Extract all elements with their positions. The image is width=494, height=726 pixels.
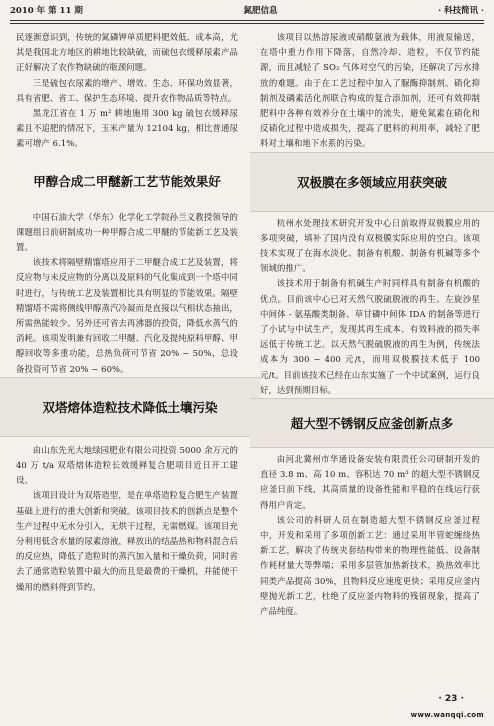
page-number: · 23 ·: [438, 694, 464, 704]
body-paragraph: 杭州水处理技术研究开发中心日前取得双极膜应用的多项突破，填补了国内没有双极膜实际应用的空白。该项技术实现了在海水淡化、制备有机酸、制备有机碱等多个领域的推广。: [260, 217, 480, 274]
left-column: [16, 30, 238, 595]
body-paragraph: 由河北冀州市华通设备安装有限责任公司研制开发的直径 3.8 m、高 10 m、容积达 70 m³ 的超大型不锈钢反应釜日前下线，其高质量的设备性能和平稳的在线运行获得用户肯定。: [260, 454, 480, 510]
article-title: [250, 398, 494, 448]
article-title: [250, 152, 494, 212]
article-title-text: 双极膜在多领域应用获突破: [296, 174, 447, 190]
body-paragraph: 该项目以热溶尿液或硝酸氨液为载体，用液泵输送，在塔中重力作用下降落，自然冷却、造粒，不仅节约能源，而且减轻了 SO₂ 气体对空气的污染，还解决了污水排放的难题。由于在工艺过程中加入了脲酶抑制剂、硝化抑制剂及磷素活化剂联合构成的复合添加剂，还可有效抑制肥料中各种有效养分在土壤中的流失，避免氮素在硝化和反硝化过程中造成损失，提高了肥料的利用率，减轻了肥料对土壤和地下水系的污染。: [260, 32, 480, 149]
body-paragraph: 该技术将隔壁精馏塔应用于二甲醚合成工艺及装置，将反应物与未反应物的分离以及原料的气化集成到一个塔中同时进行，与传统工艺及装置相比具有明显的节能效果。隔壁精馏塔不需将侧线甲醇蒸汽冷凝而是直接以气相状态抽出，所需热能较少。另外还可省去再沸器的投资，降低水蒸气的消耗。该项发明兼有回收二甲醚、汽化及提纯原料甲醇、甲醇回收等多重功能，总热负荷可节省 20% ~ 50%，总设备投资可节省 20% ~ 60%。: [16, 257, 238, 374]
article-title: [16, 152, 238, 210]
header-rule-thick: [10, 20, 484, 21]
body-paragraph: 黑龙江省在 1 万 m² 耕地施用 300 kg 硫包衣缓释尿素且不追肥的情况下，玉米产量为 12104 kg，相比普通尿素可增产 6.1%。: [16, 108, 238, 149]
section-label: · 科技简讯 ·: [438, 6, 484, 16]
article-title-text: 甲醇合成二甲醚新工艺节能效果好: [33, 173, 221, 189]
body-paragraph: 由山东先光大地绿园肥业有限公司投资 5000 余万元的 40 万 t/a 双塔熔体造粒长效缓释复合肥项目近日开工建设。: [16, 444, 239, 486]
body-paragraph: 中国石油大学（华东）化学化工学院孙兰义教授领导的课题组日前研制成功一种甲醇合成二甲醚的节能新工艺及装置。: [16, 211, 238, 253]
article-title: [0, 377, 260, 437]
journal-name: 氮肥信息: [243, 6, 278, 16]
body-paragraph: 该项目设计为双塔造型，是在单塔造粒复合肥生产装置基础上进行的重大创新和突破。该项目技术的创新点是整个生产过程中无水分引入，无烘干过程，无需燃煤。该项目充分利用低含水量的尿素溶液，释放出的结晶热和物料混合后的反应热，降低了造粒时的蒸汽加入量和干燥负荷，同时省去了通常造粒装置中最大的而且是最费的干燥机，并能使干燥用的燃料得到节约。: [16, 490, 238, 592]
article-title-text: 双塔熔体造粒技术降低土壤污染: [42, 399, 218, 415]
body-paragraph: 三是硫包衣尿素的增产、增效、生态、环保功效显著，具有省肥、省工、保护生态环境、提升农作物品质等特点。: [16, 77, 238, 103]
article-title-text: 超大型不锈钢反应釜创新点多: [290, 416, 454, 432]
body-paragraph: 民逐渐意识到，传统的氮磷钾单质肥料肥效低、成本高，尤其是我国北方地区的耕地比较缺硫，而硫包衣缓释尿素产品正好解决了农作物缺硫的瓶颈问题。: [16, 32, 238, 73]
body-paragraph: 该公司的科研人员在制造超大型不锈钢反应釜过程中，开发和采用了多项创新工艺：通过采用半管蛇缠绕热新工艺，解决了传统夹套结构带来的物理性能低、设备制作耗材量大等弊端；采用多层管加热新技术，换热效率比同类产品提高 30%，且物料反应速度更快；采用反应釜内壁抛光新工艺，杜绝了反应釜内物料的残留现象，提高了产品纯度。: [260, 514, 480, 617]
issue-label: 2010 年 第 11 期: [10, 6, 83, 16]
running-header: [10, 4, 484, 18]
watermark-text: www.wanqqi.com: [410, 711, 484, 719]
right-column: [260, 30, 480, 619]
header-rule-thin: [10, 23, 484, 24]
body-paragraph: 该技术用于制备有机碱生产时同样具有制备有机酸的优点。目前该中心已对天然气脱硫脱液的再生、左旋沙星中间体 - 氨基酸类制备、草甘磷中间体 IDA 的制备等进行了小试与中试生产，发现其再生成本、有效料液的损失率远低于传统工艺。以天然气脱硫脱液的再生为例，传统法成本为 300 ~ 400 元/t，而用双极膜技术低于 100 元/t。目前该技术已经在山东实施了一个中试案例，运行良好，达到预期目标。: [260, 278, 480, 395]
